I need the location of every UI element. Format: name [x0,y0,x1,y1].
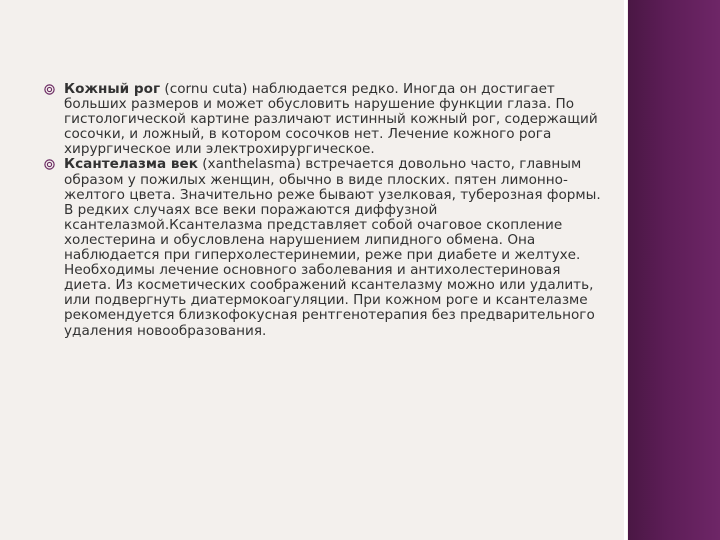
list-item [44,82,610,157]
item-lead-term: Ксантелазма век [64,156,198,173]
list-item [44,157,610,338]
eye-ring-bullet-icon [44,159,55,170]
side-divider-line [624,0,627,540]
purple-side-band [628,0,720,540]
eye-ring-bullet-icon [44,84,55,95]
item-lead-term: Кожный рог [64,81,161,97]
slide-content [44,82,610,339]
item-body-text: (xanthelasma) встречается довольно часто, главным образом у пожилых женщин, обычно в виде плоских. пятен лимонно-желтого цвета. Значительно реже бывают узелковая, туберозная формы. В редких случаях все веки поражаются диффузной ксантелазмой.Ксантелазма представляет собой очаговое скопление холестерина и обусловлена нарушением липидного обмена. Она наблюдается при гиперхолестеринемии, реже при диабете и желтухе. Необходимы лечение основного заболевания и антихолестериновая диета. Из косметических соображений ксантелазму можно или удалить, или подвергнуть диатермокоагуляции. При кожном роге и ксантелазме рекомендуется близкофокусная рентгенотерапия без предварительного удаления новообразования. [64,156,601,339]
item-body-text: (cornu cuta) наблюдается редко. Иногда он достигает больших размеров и может обусловить нарушение функции глаза. По гистологической картине различают истинный кожный рог, содержащий сосочки, и ложный, в котором сосочков нет. Лечение кожного рога хирургическое или электрохирургическое. [64,81,598,158]
